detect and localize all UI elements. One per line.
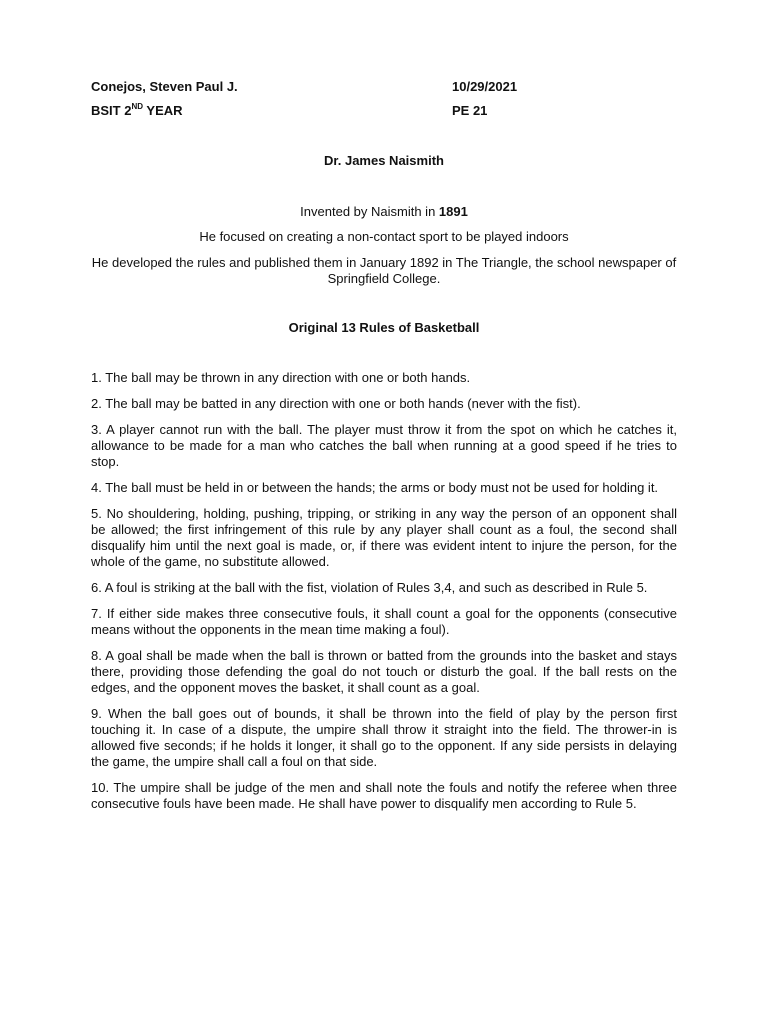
rule-item: 6. A foul is striking at the ball with the fist, violation of Rules 3,4, and such as described in Rule 5. [91, 580, 648, 595]
rules-list [91, 370, 677, 812]
intro-invented-text: Invented by Naismith in [300, 204, 439, 219]
rule-item: 4. The ball must be held in or between the hands; the arms or body must not be used for holding it. [91, 480, 659, 495]
course-year [91, 103, 183, 119]
date: 10/29/2021 [452, 79, 518, 94]
rule-item: 8. A goal shall be made when the ball is thrown or batted from the grounds into the basket and stays there, providing those defending the goal do not touch or disturb the goal. If the ball rests on the edges, and the opponent moves the basket, it shall count as a goal. [91, 648, 677, 695]
intro-published: He developed the rules and published them in January 1892 in The Triangle, the school newspaper of Springfield College. [91, 255, 677, 286]
course-suffix: YEAR [143, 103, 183, 118]
intro-invented-year: 1891 [438, 204, 468, 219]
rule-item: 9. When the ball goes out of bounds, it shall be thrown into the field of play by the person first touching it. In case of a dispute, the umpire shall throw it straight into the field. The thrower-in is allowed five seconds; if he holds it longer, it shall go to the opponent. If any side persists in delaying the game, the umpire shall call a foul on that side. [91, 706, 677, 769]
intro-focus: He focused on creating a non-contact sport to be played indoors [199, 229, 569, 244]
student-name: Conejos, Steven Paul J. [91, 79, 238, 94]
rule-item: 10. The umpire shall be judge of the men and shall note the fouls and notify the referee when three consecutive fouls have been made. He shall have power to disqualify men according to Rule 5. [91, 780, 677, 811]
rule-item: 3. A player cannot run with the ball. The player must throw it from the spot on which he catches it, allowance to be made for a man who catches the ball when running at a good speed if he tries to stop. [91, 422, 677, 469]
subject: PE 21 [452, 103, 488, 118]
rules-heading: Original 13 Rules of Basketball [288, 320, 480, 335]
rule-item: 5. No shouldering, holding, pushing, tripping, or striking in any way the person of an opponent shall be allowed; the first infringement of this rule by any player shall count as a foul, the second shall disqualify him until the next goal is made, or, if there was evident intent to injure the person, for the whole of the game, no substitute allowed. [91, 506, 677, 569]
document-title: Dr. James Naismith [324, 153, 444, 168]
course-prefix: BSIT 2 [91, 103, 132, 118]
intro-invented [91, 204, 677, 220]
course-superscript: ND [131, 101, 144, 111]
rule-item: 2. The ball may be batted in any direction with one or both hands (never with the fist). [91, 396, 581, 411]
rule-item: 1. The ball may be thrown in any direction with one or both hands. [91, 370, 471, 385]
rule-item: 7. If either side makes three consecutive fouls, it shall count a goal for the opponents (consecutive means without the opponents in the mean time making a foul). [91, 606, 677, 637]
